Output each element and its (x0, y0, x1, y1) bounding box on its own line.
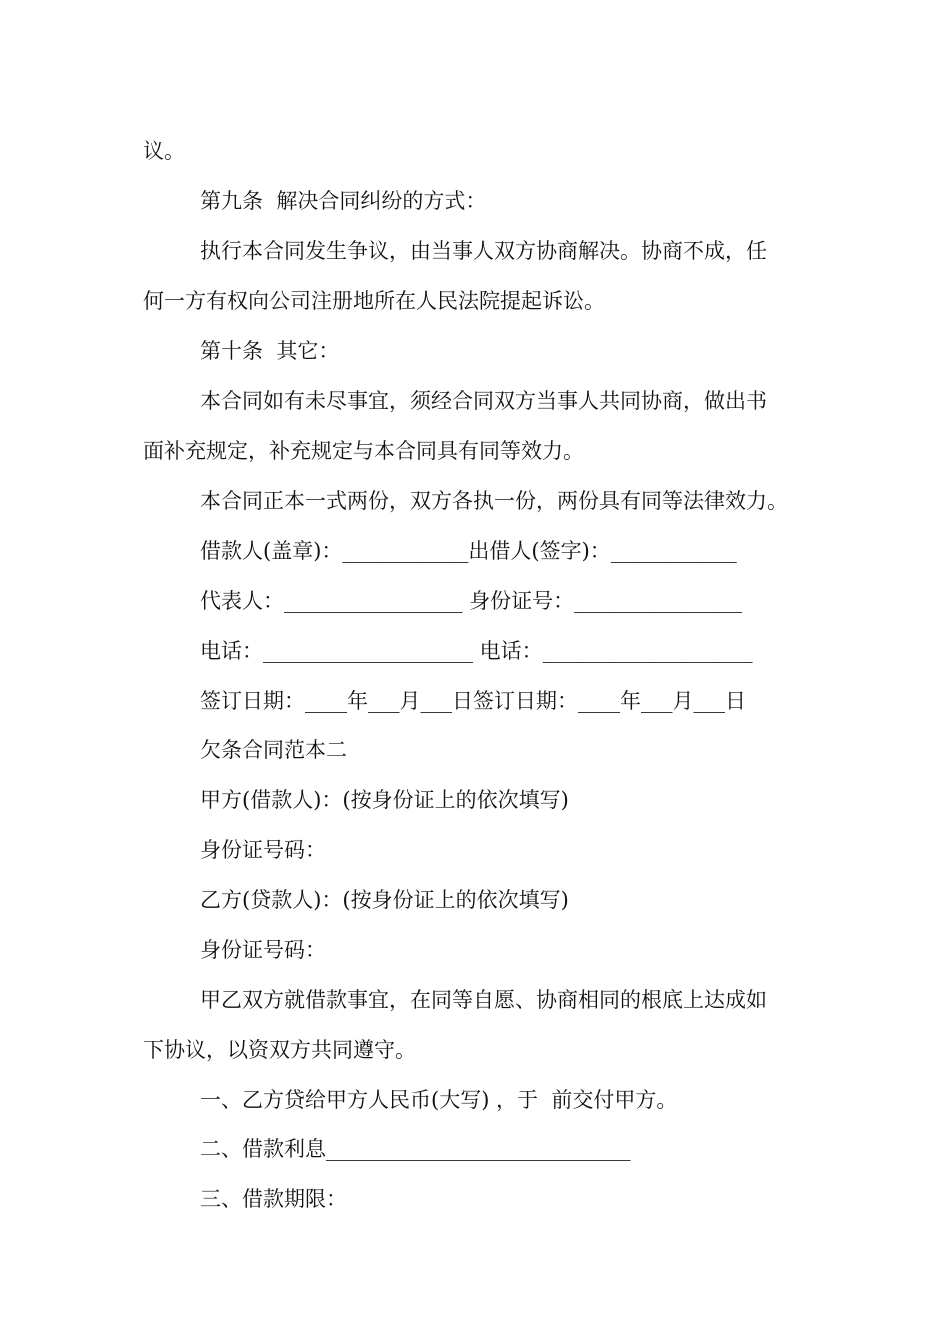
article-10-heading: 第十条 其它： (200, 339, 340, 363)
article-9-heading: 第九条 解决合同纠纷的方式： (200, 189, 487, 213)
text-line: 何一方有权向公司注册地所在人民法院提起诉讼。 (143, 289, 605, 313)
signature-line-phone: 电话：____________________ 电话：____________________ (200, 639, 753, 663)
signature-line-borrower-lender: 借款人(盖章)：____________出借人(签字)：____________ (200, 539, 737, 563)
text-line: 下协议，以资双方共同遵守。 (143, 1038, 416, 1062)
party-a-id-line: 身份证号码： (200, 838, 326, 862)
party-b-line: 乙方(贷款人)：(按身份证上的依次填写) (200, 888, 569, 912)
signature-line-representative-id: 代表人：_________________ 身份证号：________________ (200, 589, 743, 613)
clause-2: 二、借款利息_____________________________ (200, 1137, 631, 1161)
text-line: 甲乙双方就借款事宜，在同等自愿、协商相同的根底上达成如 (200, 988, 767, 1012)
text-line: 执行本合同发生争议，由当事人双方协商解决。协商不成，任 (200, 239, 767, 263)
party-b-id-line: 身份证号码： (200, 938, 326, 962)
clause-1: 一、乙方贷给甲方人民币(大写) ，于 前交付甲方。 (200, 1088, 678, 1112)
text-line: 议。 (143, 139, 185, 163)
template-2-title: 欠条合同范本二 (200, 738, 347, 762)
clause-3: 三、借款期限： (200, 1187, 347, 1211)
text-line: 面补充规定，补充规定与本合同具有同等效力。 (143, 439, 584, 463)
party-a-line: 甲方(借款人)：(按身份证上的依次填写) (200, 788, 569, 812)
text-line: 本合同如有未尽事宜，须经合同双方当事人共同协商，做出书 (200, 389, 767, 413)
text-line: 本合同正本一式两份，双方各执一份，两份具有同等法律效力。 (200, 489, 788, 513)
signature-line-date: 签订日期：____年___月___日签订日期：____年___月___日 (200, 689, 746, 713)
